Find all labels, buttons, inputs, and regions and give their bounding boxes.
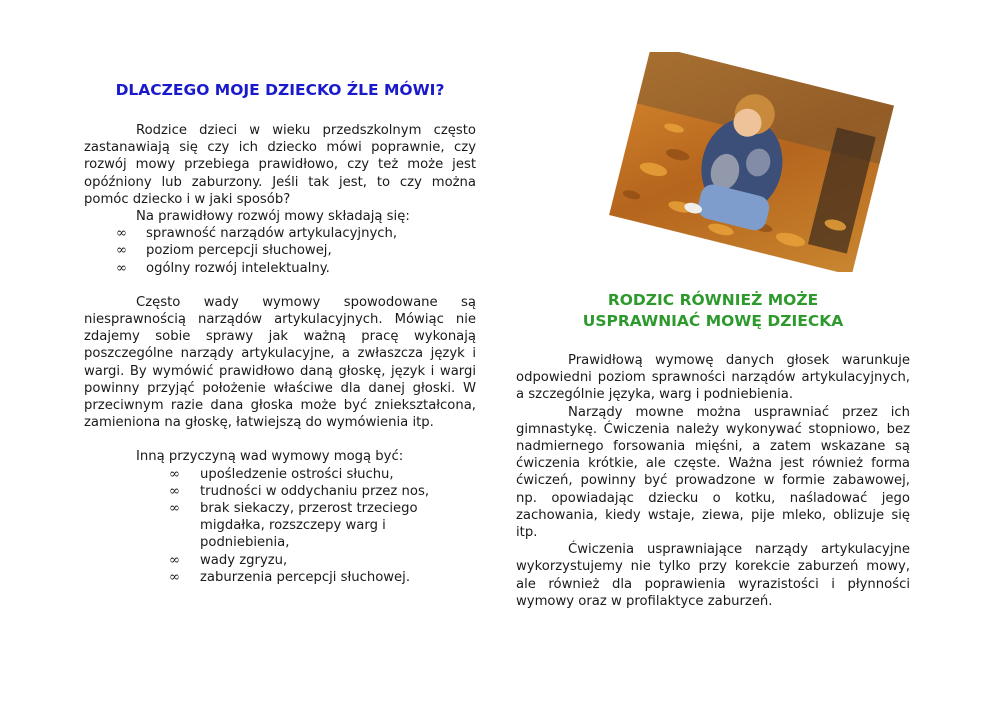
infinity-bullet-icon: ∞ (169, 569, 180, 585)
gymnastics-paragraph: Narządy mowne można usprawniać przez ich gimnastykę. Ćwiczenia należy wykonywać stopniowo, bez nadmiernego forsowania mięśni, a zatem wskazane są ćwiczenia krótkie, ale częste. Ważna jest również forma ćwiczeń, powinny być prowadzone w formie zabawowej, np. opowiadając dziecku o kotku, naśladować jego zachowania, kiedy wstaje, ziewa, pije mleko, oblizuje się itp. (516, 404, 910, 541)
list-item: ∞ brak siekaczy, przerost trzeciego migdałka, rozszczepy warg i podniebienia, (169, 501, 418, 551)
child-in-autumn-leaves-photo (598, 52, 898, 272)
factors-list (84, 225, 476, 277)
list-item: ∞ zaburzenia percepcji słuchowej. (169, 569, 411, 585)
list-item: ∞ poziom percepcji słuchowej, (116, 243, 332, 259)
list-item: ∞ ogólny rozwój intelektualny. (116, 260, 330, 276)
list-item: ∞ trudności w oddychaniu przez nos, (169, 483, 430, 499)
infinity-bullet-icon: ∞ (116, 243, 127, 259)
left-title: DLACZEGO MOJE DZIECKO ŹLE MÓWI? (115, 81, 445, 99)
pronunciation-paragraph: Prawidłową wymowę danych głosek warunkuje odpowiedni poziom sprawności narządów artykulacyjnych, a szczególnie języka, warg i podniebienia. (516, 353, 910, 403)
intro-paragraph: Rodzice dzieci w wieku przedszkolnym często zastanawiają się czy ich dziecko mówi poprawnie, czy rozwój mowy przebiega prawidłowo, czy też może jest opóźniony lub zaburzony. Jeśli tak jest, to czy można pomóc dziecko i w jaki sposób? (84, 123, 476, 207)
other-causes-lead: Inną przyczyną wad wymowy mogą być: (136, 449, 404, 465)
infinity-bullet-icon: ∞ (116, 260, 127, 276)
exercises-paragraph: Ćwiczenia usprawniające narządy artykulacyjne wykorzystujemy nie tylko przy korekcie zaburzeń mowy, ale również dla poprawienia wyrazistości i płynności wymowy oraz w profilaktyce zaburzeń. (516, 542, 910, 609)
list-item: ∞ wady zgryzu, (169, 552, 288, 568)
infinity-bullet-icon: ∞ (169, 552, 180, 568)
left-column (84, 80, 476, 586)
right-title: RODZIC RÓWNIEŻ MOŻE USPRAWNIAĆ MOWĘ DZIECKA (582, 291, 844, 330)
list-item: ∞ sprawność narządów artykulacyjnych, (116, 226, 398, 242)
other-causes-list (84, 466, 476, 586)
factors-lead: Na prawidłowy rozwój mowy składają się: (136, 209, 410, 225)
infinity-bullet-icon: ∞ (169, 483, 180, 499)
infinity-bullet-icon: ∞ (169, 466, 180, 482)
right-column (516, 290, 910, 610)
infinity-bullet-icon: ∞ (169, 501, 180, 517)
infinity-bullet-icon: ∞ (116, 226, 127, 242)
causes-paragraph: Często wady wymowy spowodowane są niesprawnością narządów artykulacyjnych. Mówiąc nie zdajemy sobie sprawy jak ważną pracę wykonają poszczególne narządy artykulacyjne, a zwłaszcza język i wargi. By wymówić prawidłowo daną głoskę, język i wargi powinny przyjąć położenie właściwe dla danej głoski. W przeciwnym razie dana głoska może być zniekształcona, zamieniona na głoskę, łatwiejszą do wymówienia itp. (84, 294, 476, 431)
list-item: ∞ upośledzenie ostrości słuchu, (169, 466, 394, 482)
